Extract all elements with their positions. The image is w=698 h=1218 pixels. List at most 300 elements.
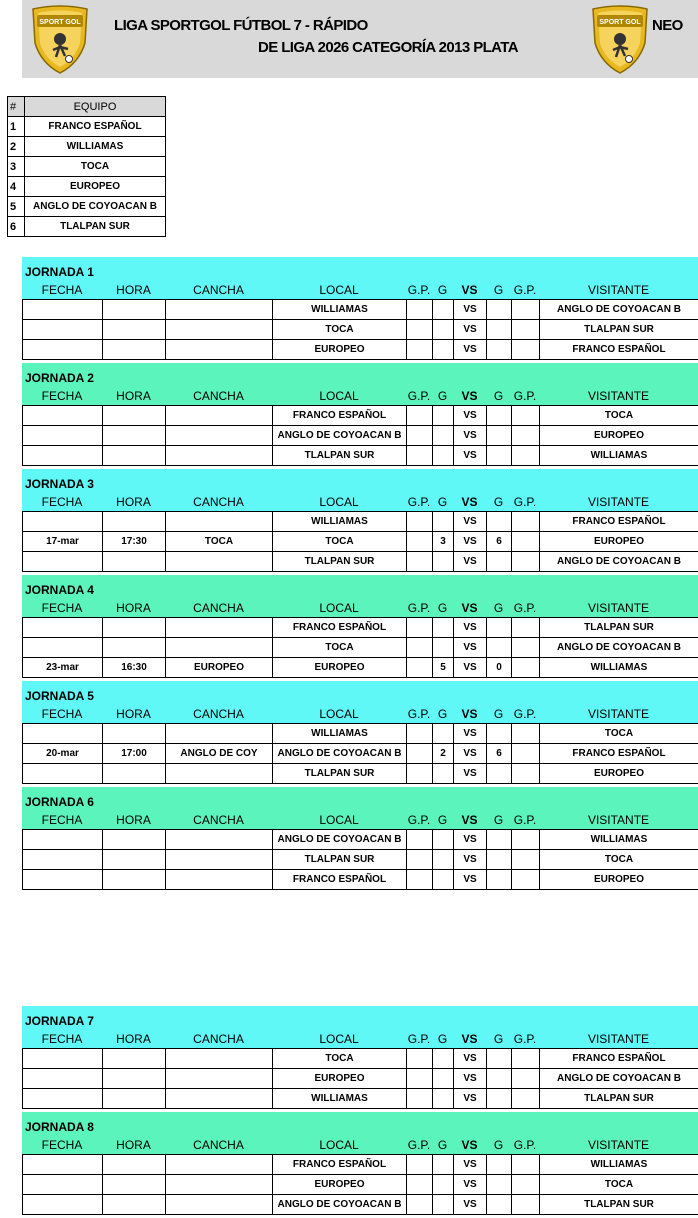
jornada-title: JORNADA 6 [25, 795, 94, 809]
match-hora[interactable] [103, 1175, 166, 1195]
match-vs[interactable]: VS [454, 618, 487, 638]
column-header-gp-visit: G.P. [513, 283, 537, 297]
match-local[interactable]: EUROPEO [273, 1175, 407, 1195]
match-g-v[interactable] [487, 638, 512, 658]
match-fecha[interactable] [23, 340, 103, 360]
jornada-section [22, 575, 698, 678]
match-vs[interactable]: VS [454, 1195, 487, 1215]
match-gp-l[interactable] [407, 1195, 433, 1215]
match-vs[interactable]: VS [454, 658, 487, 678]
jornada-header [22, 575, 698, 617]
match-gp-l[interactable] [407, 1069, 433, 1089]
match-gp-l[interactable] [407, 618, 433, 638]
match-visitante[interactable]: EUROPEO [540, 870, 698, 890]
match-gp-v[interactable] [512, 1089, 540, 1109]
match-g-v[interactable] [487, 406, 512, 426]
match-hora[interactable] [103, 1049, 166, 1069]
match-g-l[interactable] [433, 300, 454, 320]
match-cancha[interactable] [166, 300, 273, 320]
match-gp-v[interactable] [512, 320, 540, 340]
match-gp-v[interactable] [512, 1195, 540, 1215]
match-gp-v[interactable] [512, 1175, 540, 1195]
column-header-cancha: CANCHA [193, 389, 244, 403]
column-header-cancha: CANCHA [193, 283, 244, 297]
match-row [23, 764, 698, 784]
match-cancha[interactable] [166, 870, 273, 890]
match-fecha[interactable] [23, 830, 103, 850]
team-row [8, 157, 166, 177]
match-hora[interactable] [103, 850, 166, 870]
match-local[interactable]: ANGLO DE COYOACAN B [273, 426, 407, 446]
match-gp-v[interactable] [512, 618, 540, 638]
match-visitante[interactable]: TOCA [540, 724, 698, 744]
match-cancha[interactable] [166, 446, 273, 466]
match-vs[interactable]: VS [454, 1175, 487, 1195]
match-hora[interactable]: 17:30 [103, 532, 166, 552]
match-vs[interactable]: VS [454, 512, 487, 532]
match-g-v[interactable] [487, 850, 512, 870]
match-vs[interactable]: VS [454, 638, 487, 658]
match-hora[interactable] [103, 830, 166, 850]
column-header-fecha: FECHA [41, 1032, 83, 1046]
match-hora[interactable] [103, 552, 166, 572]
match-g-v[interactable] [487, 1049, 512, 1069]
team-number: 4 [8, 177, 25, 197]
match-g-l[interactable] [433, 1069, 454, 1089]
match-gp-l[interactable] [407, 1049, 433, 1069]
match-gp-l[interactable] [407, 320, 433, 340]
column-header-gp-visit: G.P. [513, 1138, 537, 1152]
match-fecha[interactable] [23, 1195, 103, 1215]
match-gp-l[interactable] [407, 446, 433, 466]
match-fecha[interactable] [23, 512, 103, 532]
match-gp-v[interactable] [512, 764, 540, 784]
match-g-l[interactable] [433, 406, 454, 426]
match-vs[interactable]: VS [454, 446, 487, 466]
column-header-g-local: G [437, 495, 448, 509]
match-fecha[interactable] [23, 1069, 103, 1089]
match-visitante[interactable]: FRANCO ESPAÑOL [540, 744, 698, 764]
match-g-v[interactable] [487, 870, 512, 890]
jornada-title: JORNADA 8 [25, 1120, 94, 1134]
match-fecha[interactable] [23, 552, 103, 572]
match-hora[interactable] [103, 1195, 166, 1215]
jornada-title: JORNADA 4 [25, 583, 94, 597]
match-cancha[interactable] [166, 512, 273, 532]
match-g-l[interactable] [433, 1089, 454, 1109]
match-visitante[interactable]: FRANCO ESPAÑOL [540, 512, 698, 532]
match-cancha[interactable] [166, 1155, 273, 1175]
match-cancha[interactable] [166, 638, 273, 658]
column-header-local: LOCAL [319, 601, 359, 615]
match-hora[interactable]: 16:30 [103, 658, 166, 678]
jornada-title: JORNADA 5 [25, 689, 94, 703]
match-g-l[interactable]: 5 [433, 658, 454, 678]
match-visitante[interactable]: FRANCO ESPAÑOL [540, 1049, 698, 1069]
match-vs[interactable]: VS [454, 532, 487, 552]
match-vs[interactable]: VS [454, 724, 487, 744]
column-header-hora: HORA [116, 813, 151, 827]
match-g-v[interactable]: 0 [487, 658, 512, 678]
match-vs[interactable]: VS [454, 552, 487, 572]
jornada-section [22, 469, 698, 572]
match-g-v[interactable]: 6 [487, 744, 512, 764]
column-header-gp-local: G.P. [407, 1138, 431, 1152]
match-g-l[interactable] [433, 512, 454, 532]
match-gp-v[interactable] [512, 850, 540, 870]
match-visitante[interactable]: TLALPAN SUR [540, 320, 698, 340]
match-g-l[interactable] [433, 724, 454, 744]
match-gp-v[interactable] [512, 638, 540, 658]
match-fecha[interactable] [23, 638, 103, 658]
match-g-l[interactable] [433, 446, 454, 466]
match-fecha[interactable] [23, 850, 103, 870]
match-gp-v[interactable] [512, 512, 540, 532]
match-fecha[interactable] [23, 1089, 103, 1109]
match-local[interactable]: ANGLO DE COYOACAN B [273, 1195, 407, 1215]
match-local[interactable]: WILLIAMAS [273, 300, 407, 320]
team-name: TOCA [25, 157, 166, 177]
match-cancha[interactable]: ANGLO DE COY [166, 744, 273, 764]
match-cancha[interactable] [166, 1195, 273, 1215]
match-fecha[interactable]: 17-mar [23, 532, 103, 552]
match-g-v[interactable] [487, 512, 512, 532]
match-fecha[interactable]: 23-mar [23, 658, 103, 678]
match-local[interactable]: WILLIAMAS [273, 724, 407, 744]
match-cancha[interactable]: EUROPEO [166, 658, 273, 678]
match-local[interactable]: TOCA [273, 320, 407, 340]
matches-table [22, 511, 698, 572]
column-header-visitante: VISITANTE [587, 283, 650, 297]
match-gp-v[interactable] [512, 1049, 540, 1069]
match-gp-l[interactable] [407, 532, 433, 552]
match-vs[interactable]: VS [454, 426, 487, 446]
match-local[interactable]: TLALPAN SUR [273, 764, 407, 784]
match-hora[interactable] [103, 512, 166, 532]
column-header-visitante: VISITANTE [587, 1032, 650, 1046]
match-visitante[interactable]: TOCA [540, 850, 698, 870]
match-cancha[interactable] [166, 1049, 273, 1069]
match-gp-v[interactable] [512, 552, 540, 572]
column-header-vs: VS [461, 495, 478, 509]
match-gp-l[interactable] [407, 850, 433, 870]
match-gp-l[interactable] [407, 512, 433, 532]
match-g-l[interactable] [433, 618, 454, 638]
match-visitante[interactable]: EUROPEO [540, 764, 698, 784]
match-gp-v[interactable] [512, 724, 540, 744]
match-row [23, 446, 698, 466]
match-hora[interactable] [103, 638, 166, 658]
match-gp-v[interactable] [512, 300, 540, 320]
match-g-l[interactable] [433, 764, 454, 784]
match-g-v[interactable] [487, 1155, 512, 1175]
match-fecha[interactable] [23, 764, 103, 784]
match-hora[interactable] [103, 320, 166, 340]
match-g-l[interactable] [433, 870, 454, 890]
match-gp-l[interactable] [407, 1155, 433, 1175]
match-g-l[interactable] [433, 552, 454, 572]
match-visitante[interactable]: FRANCO ESPAÑOL [540, 340, 698, 360]
match-local[interactable]: WILLIAMAS [273, 1089, 407, 1109]
match-gp-v[interactable] [512, 406, 540, 426]
match-gp-v[interactable] [512, 446, 540, 466]
match-gp-l[interactable] [407, 744, 433, 764]
column-header-hora: HORA [116, 1032, 151, 1046]
column-header-cancha: CANCHA [193, 813, 244, 827]
match-visitante[interactable]: ANGLO DE COYOACAN B [540, 638, 698, 658]
match-local[interactable]: EUROPEO [273, 1069, 407, 1089]
match-gp-l[interactable] [407, 724, 433, 744]
column-header-g-visit: G [493, 283, 504, 297]
match-fecha[interactable] [23, 320, 103, 340]
match-visitante[interactable]: WILLIAMAS [540, 446, 698, 466]
match-local[interactable]: ANGLO DE COYOACAN B [273, 830, 407, 850]
match-g-v[interactable] [487, 320, 512, 340]
match-local[interactable]: TLALPAN SUR [273, 850, 407, 870]
column-header-cancha: CANCHA [193, 1032, 244, 1046]
match-visitante[interactable]: ANGLO DE COYOACAN B [540, 300, 698, 320]
match-g-l[interactable]: 3 [433, 532, 454, 552]
match-gp-l[interactable] [407, 658, 433, 678]
match-vs[interactable]: VS [454, 744, 487, 764]
match-g-l[interactable] [433, 850, 454, 870]
match-hora[interactable] [103, 1069, 166, 1089]
match-g-v[interactable] [487, 300, 512, 320]
match-local[interactable]: ANGLO DE COYOACAN B [273, 744, 407, 764]
match-cancha[interactable] [166, 1175, 273, 1195]
match-gp-l[interactable] [407, 1089, 433, 1109]
match-hora[interactable] [103, 426, 166, 446]
match-g-l[interactable] [433, 1175, 454, 1195]
column-header-hora: HORA [116, 707, 151, 721]
match-local[interactable]: TOCA [273, 1049, 407, 1069]
match-cancha[interactable] [166, 764, 273, 784]
match-local[interactable]: EUROPEO [273, 340, 407, 360]
match-cancha[interactable] [166, 1089, 273, 1109]
match-fecha[interactable] [23, 426, 103, 446]
match-fecha[interactable] [23, 618, 103, 638]
match-local[interactable]: FRANCO ESPAÑOL [273, 1155, 407, 1175]
match-fecha[interactable] [23, 1175, 103, 1195]
matches-table [22, 405, 698, 466]
match-fecha[interactable] [23, 1155, 103, 1175]
match-row [23, 406, 698, 426]
match-cancha[interactable] [166, 618, 273, 638]
match-row [23, 1069, 698, 1089]
column-header-hora: HORA [116, 389, 151, 403]
match-visitante[interactable]: TLALPAN SUR [540, 618, 698, 638]
match-visitante[interactable]: EUROPEO [540, 532, 698, 552]
column-header-gp-local: G.P. [407, 1032, 431, 1046]
match-g-v[interactable] [487, 426, 512, 446]
column-header-g-local: G [437, 1138, 448, 1152]
match-hora[interactable] [103, 1089, 166, 1109]
column-header-gp-local: G.P. [407, 601, 431, 615]
match-vs[interactable]: VS [454, 1089, 487, 1109]
match-vs[interactable]: VS [454, 1049, 487, 1069]
match-local[interactable]: TLALPAN SUR [273, 552, 407, 572]
match-fecha[interactable] [23, 724, 103, 744]
sportgol-logo-left [29, 3, 91, 75]
match-cancha[interactable] [166, 320, 273, 340]
column-header-local: LOCAL [319, 389, 359, 403]
match-visitante[interactable]: WILLIAMAS [540, 1155, 698, 1175]
match-vs[interactable]: VS [454, 870, 487, 890]
match-cancha[interactable] [166, 552, 273, 572]
match-gp-v[interactable] [512, 1069, 540, 1089]
match-hora[interactable] [103, 870, 166, 890]
match-g-l[interactable] [433, 1155, 454, 1175]
match-visitante[interactable]: WILLIAMAS [540, 830, 698, 850]
match-g-v[interactable] [487, 1175, 512, 1195]
column-header-gp-local: G.P. [407, 389, 431, 403]
match-g-l[interactable] [433, 1195, 454, 1215]
match-gp-l[interactable] [407, 406, 433, 426]
column-headers [22, 601, 698, 617]
match-g-l[interactable] [433, 426, 454, 446]
team-row [8, 177, 166, 197]
match-hora[interactable] [103, 1155, 166, 1175]
match-cancha[interactable] [166, 830, 273, 850]
column-header-g-local: G [437, 283, 448, 297]
match-gp-l[interactable] [407, 638, 433, 658]
match-gp-v[interactable] [512, 340, 540, 360]
match-g-v[interactable] [487, 340, 512, 360]
match-hora[interactable] [103, 340, 166, 360]
column-header-cancha: CANCHA [193, 1138, 244, 1152]
match-vs[interactable]: VS [454, 406, 487, 426]
match-g-v[interactable] [487, 830, 512, 850]
match-local[interactable]: FRANCO ESPAÑOL [273, 618, 407, 638]
match-g-v[interactable] [487, 552, 512, 572]
column-header-g-visit: G [493, 1032, 504, 1046]
match-visitante[interactable]: EUROPEO [540, 426, 698, 446]
match-g-l[interactable] [433, 340, 454, 360]
match-g-l[interactable] [433, 830, 454, 850]
match-visitante[interactable]: ANGLO DE COYOACAN B [540, 552, 698, 572]
match-g-v[interactable] [487, 724, 512, 744]
match-g-l[interactable]: 2 [433, 744, 454, 764]
match-fecha[interactable] [23, 406, 103, 426]
match-vs[interactable]: VS [454, 300, 487, 320]
match-fecha[interactable] [23, 300, 103, 320]
match-g-v[interactable] [487, 1089, 512, 1109]
match-cancha[interactable]: TOCA [166, 532, 273, 552]
match-row [23, 1049, 698, 1069]
match-hora[interactable] [103, 764, 166, 784]
match-g-v[interactable] [487, 1069, 512, 1089]
match-local[interactable]: EUROPEO [273, 658, 407, 678]
match-visitante[interactable]: TLALPAN SUR [540, 1089, 698, 1109]
match-hora[interactable] [103, 406, 166, 426]
column-header-vs: VS [461, 283, 478, 297]
column-headers [22, 1138, 698, 1154]
match-hora[interactable] [103, 618, 166, 638]
match-local[interactable]: TLALPAN SUR [273, 446, 407, 466]
match-vs[interactable]: VS [454, 340, 487, 360]
match-gp-v[interactable] [512, 1155, 540, 1175]
column-headers [22, 389, 698, 405]
column-header-gp-visit: G.P. [513, 601, 537, 615]
match-g-v[interactable] [487, 446, 512, 466]
match-fecha[interactable] [23, 870, 103, 890]
match-gp-l[interactable] [407, 830, 433, 850]
match-gp-l[interactable] [407, 870, 433, 890]
match-visitante[interactable]: WILLIAMAS [540, 658, 698, 678]
matches-table [22, 617, 698, 678]
match-g-v[interactable] [487, 1195, 512, 1215]
team-number: 1 [8, 117, 25, 137]
match-vs[interactable]: VS [454, 1155, 487, 1175]
match-hora[interactable] [103, 724, 166, 744]
match-vs[interactable]: VS [454, 764, 487, 784]
match-hora[interactable] [103, 446, 166, 466]
match-cancha[interactable] [166, 1069, 273, 1089]
match-gp-l[interactable] [407, 764, 433, 784]
column-header-vs: VS [461, 707, 478, 721]
match-gp-l[interactable] [407, 340, 433, 360]
match-cancha[interactable] [166, 406, 273, 426]
match-g-l[interactable] [433, 1049, 454, 1069]
match-gp-l[interactable] [407, 1175, 433, 1195]
match-vs[interactable]: VS [454, 850, 487, 870]
column-header-visitante: VISITANTE [587, 1138, 650, 1152]
match-visitante[interactable]: TOCA [540, 406, 698, 426]
match-hora[interactable]: 17:00 [103, 744, 166, 764]
match-cancha[interactable] [166, 426, 273, 446]
match-fecha[interactable] [23, 1049, 103, 1069]
match-gp-v[interactable] [512, 658, 540, 678]
match-local[interactable]: FRANCO ESPAÑOL [273, 406, 407, 426]
match-local[interactable]: FRANCO ESPAÑOL [273, 870, 407, 890]
match-vs[interactable]: VS [454, 830, 487, 850]
match-hora[interactable] [103, 300, 166, 320]
match-visitante[interactable]: TOCA [540, 1175, 698, 1195]
jornada-title: JORNADA 2 [25, 371, 94, 385]
match-gp-v[interactable] [512, 532, 540, 552]
match-g-v[interactable]: 6 [487, 532, 512, 552]
match-vs[interactable]: VS [454, 1069, 487, 1089]
match-visitante[interactable]: ANGLO DE COYOACAN B [540, 1069, 698, 1089]
match-g-l[interactable] [433, 638, 454, 658]
match-cancha[interactable] [166, 724, 273, 744]
match-fecha[interactable]: 20-mar [23, 744, 103, 764]
column-headers [22, 813, 698, 829]
match-cancha[interactable] [166, 850, 273, 870]
match-local[interactable]: TOCA [273, 532, 407, 552]
jornada-header [22, 469, 698, 511]
match-gp-l[interactable] [407, 552, 433, 572]
match-g-v[interactable] [487, 764, 512, 784]
match-gp-v[interactable] [512, 426, 540, 446]
match-local[interactable]: WILLIAMAS [273, 512, 407, 532]
match-gp-v[interactable] [512, 744, 540, 764]
match-local[interactable]: TOCA [273, 638, 407, 658]
match-fecha[interactable] [23, 446, 103, 466]
match-gp-l[interactable] [407, 300, 433, 320]
match-g-v[interactable] [487, 618, 512, 638]
jornada-section [22, 787, 698, 890]
match-gp-v[interactable] [512, 830, 540, 850]
match-vs[interactable]: VS [454, 320, 487, 340]
match-gp-v[interactable] [512, 870, 540, 890]
match-visitante[interactable]: TLALPAN SUR [540, 1195, 698, 1215]
match-row [23, 426, 698, 446]
match-g-l[interactable] [433, 320, 454, 340]
match-row [23, 1175, 698, 1195]
match-gp-l[interactable] [407, 426, 433, 446]
match-cancha[interactable] [166, 340, 273, 360]
